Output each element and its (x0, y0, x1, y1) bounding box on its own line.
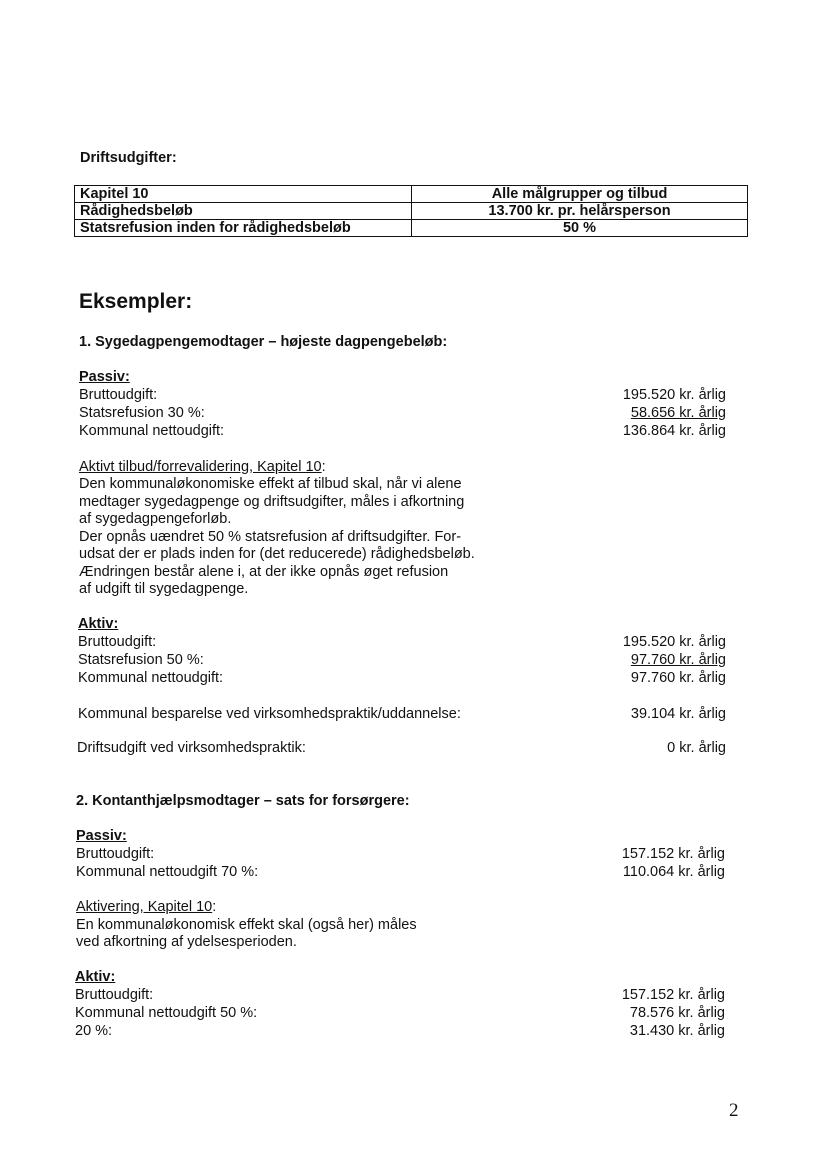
page-number: 2 (729, 1100, 739, 1121)
driftsudgift-amount: 0 kr. årlig (667, 740, 726, 756)
drift-heading: Driftsudgifter: (80, 150, 177, 166)
table-cell-label: Rådighedsbeløb (75, 203, 412, 220)
line-amount: 195.520 kr. årlig (622, 387, 726, 403)
paragraph-line: En kommunaløkonomisk effekt skal (også her) måles (76, 917, 417, 933)
paragraph-line: ved afkortning af ydelsesperioden. (76, 934, 297, 950)
example-2-title: 2. Kontanthjælpsmodtager – sats for forsørgere: (76, 793, 410, 809)
line-text: Statsrefusion 50 %: (78, 652, 204, 668)
table-row (75, 220, 748, 237)
paragraph-line: Ændringen består alene i, at der ikke opnås øget refusion (79, 564, 449, 580)
drift-table (74, 185, 748, 237)
aktiv-label: Aktiv: (78, 616, 119, 632)
line-amount: 78.576 kr. årlig (629, 1005, 725, 1021)
line-text: 20 %: (75, 1023, 113, 1039)
table-row (75, 186, 748, 203)
line-amount: 136.864 kr. årlig (622, 423, 726, 439)
paragraph-line: udsat der er plads inden for (det reducerede) rådighedsbeløb. (79, 546, 475, 562)
line-text: Statsrefusion 30 %: (79, 405, 205, 421)
line-amount: 195.520 kr. årlig (622, 634, 726, 650)
aktivering-colon: : (212, 899, 217, 915)
aktivt-label-line (79, 459, 326, 477)
line-text: Kommunal nettoudgift 50 %: (75, 1005, 258, 1021)
line-amount: 58.656 kr. årlig (630, 405, 726, 421)
table-cell-value: 50 % (412, 220, 748, 237)
aktivering-label-line (76, 899, 216, 917)
table-cell-value: 13.700 kr. pr. helårsperson (412, 203, 748, 220)
line-amount: 110.064 kr. årlig (622, 864, 725, 880)
line-amount: 97.760 kr. årlig (630, 670, 726, 686)
aktiv-label: Aktiv: (75, 969, 116, 985)
line-text: Bruttoudgift: (76, 846, 155, 862)
line-text: Bruttoudgift: (79, 387, 158, 403)
line-amount: 157.152 kr. årlig (621, 846, 725, 862)
line-amount: 31.430 kr. årlig (629, 1023, 725, 1039)
line-text: Kommunal nettoudgift 70 %: (76, 864, 259, 880)
example-1-title: 1. Sygedagpengemodtager – højeste dagpengebeløb: (79, 334, 448, 350)
line-text: Kommunal nettoudgift: (78, 670, 224, 686)
line-text: Bruttoudgift: (78, 634, 157, 650)
line-text: Kommunal nettoudgift: (79, 423, 225, 439)
besparelse-amount: 39.104 kr. årlig (630, 706, 726, 722)
paragraph-line: af udgift til sygedagpenge. (79, 581, 249, 597)
line-amount: 157.152 kr. årlig (621, 987, 725, 1003)
line-text: Bruttoudgift: (75, 987, 154, 1003)
passiv-label: Passiv: (79, 369, 130, 385)
paragraph-line: Der opnås uændret 50 % statsrefusion af driftsudgifter. For- (79, 529, 462, 545)
line-amount: 97.760 kr. årlig (630, 652, 726, 668)
aktivering-label: Aktivering, Kapitel 10 (76, 899, 213, 915)
paragraph-line: Den kommunaløkonomiske effekt af tilbud skal, når vi alene (79, 476, 462, 492)
passiv-label: Passiv: (76, 828, 127, 844)
table-cell-label: Statsrefusion inden for rådighedsbeløb (75, 220, 412, 237)
table-cell-value: Alle målgrupper og tilbud (412, 186, 748, 203)
paragraph-line: af sygedagpengeforløb. (79, 511, 232, 527)
examples-heading: Eksempler: (79, 290, 193, 313)
driftsudgift-text: Driftsudgift ved virksomhedspraktik: (77, 740, 306, 756)
aktivt-colon: : (321, 459, 326, 475)
table-cell-label: Kapitel 10 (75, 186, 412, 203)
paragraph-line: medtager sygedagpenge og driftsudgifter, måles i afkortning (79, 494, 465, 510)
table-row (75, 203, 748, 220)
aktivt-label: Aktivt tilbud/forrevalidering, Kapitel 10 (79, 459, 322, 475)
besparelse-text: Kommunal besparelse ved virksomhedspraktik/uddannelse: (78, 706, 461, 722)
